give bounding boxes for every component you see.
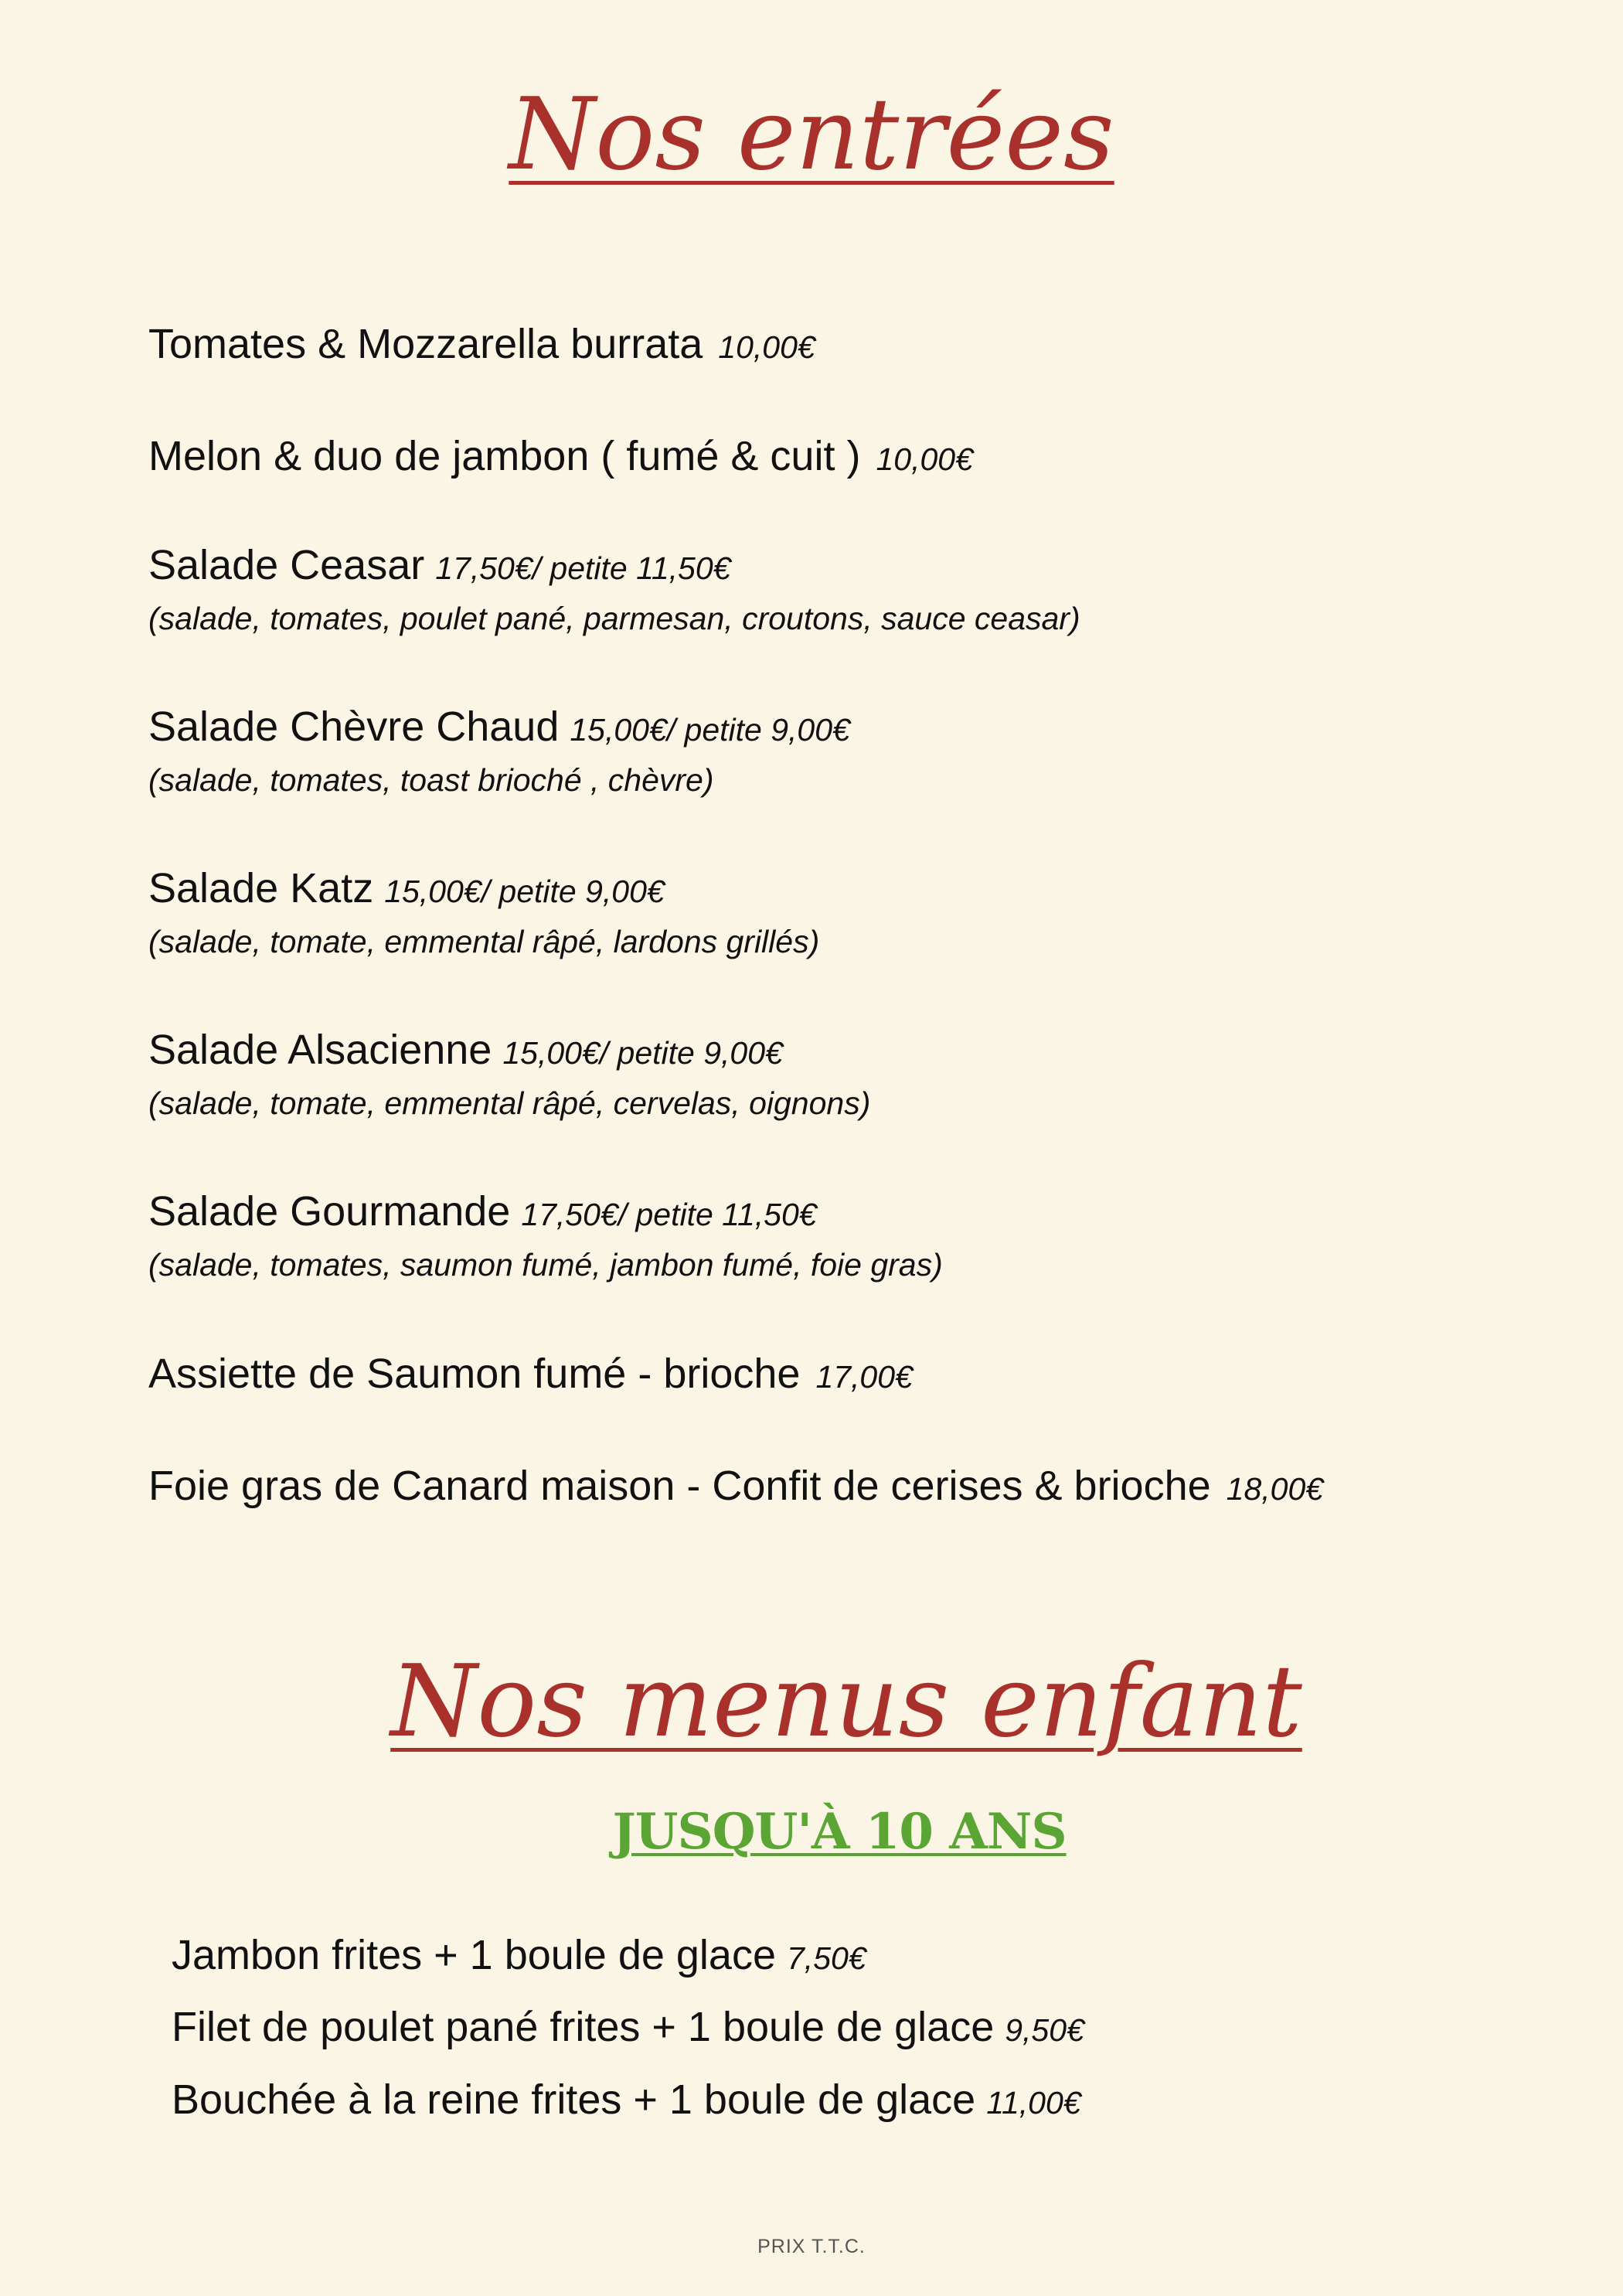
item-price: 7,50€ — [787, 1940, 866, 1976]
item-name: Melon & duo de jambon ( fumé & cuit ) — [148, 433, 861, 479]
item-name: Filet de poulet pané frites + 1 boule de glace — [172, 2004, 995, 2050]
menu-item — [148, 538, 1080, 640]
menu-item — [148, 700, 850, 802]
item-name: Foie gras de Canard maison - Confit de cerises & brioche — [148, 1463, 1211, 1509]
menu-item — [148, 1023, 870, 1125]
item-price: 15,00€/ petite 9,00€ — [502, 1035, 783, 1071]
age-limit-subtitle: JUSQU'À 10 ANS — [612, 1803, 1067, 1861]
item-name: Salade Alsacienne — [148, 1027, 492, 1073]
item-description: (salade, tomate, emmental râpé, lardons grillés) — [148, 924, 820, 959]
item-price: 17,00€ — [815, 1359, 913, 1395]
kids-menu-item — [172, 2073, 1081, 2127]
item-price: 18,00€ — [1226, 1471, 1324, 1507]
item-price: 10,00€ — [718, 329, 815, 365]
item-price: 10,00€ — [876, 441, 973, 477]
item-name: Jambon frites + 1 boule de glace — [172, 1932, 776, 1978]
item-description: (salade, tomates, toast brioché , chèvre) — [148, 762, 714, 798]
item-name: Salade Gourmande — [148, 1188, 511, 1235]
item-price: 15,00€/ petite 9,00€ — [384, 874, 665, 909]
item-name: Bouchée à la reine frites + 1 boule de glace — [172, 2076, 976, 2123]
item-name: Tomates & Mozzarella burrata — [148, 321, 703, 367]
menu-item — [148, 861, 819, 963]
menu-item — [148, 1184, 943, 1286]
item-description: (salade, tomates, poulet pané, parmesan, croutons, sauce ceasar) — [148, 601, 1080, 636]
item-name: Salade Ceasar — [148, 542, 425, 588]
menu-item — [148, 1459, 1323, 1513]
item-name: Assiette de Saumon fumé - brioche — [148, 1351, 801, 1397]
footer-note: PRIX T.T.C. — [757, 2236, 866, 2257]
menu-item — [148, 429, 973, 483]
item-price: 9,50€ — [1005, 2012, 1084, 2048]
kids-menu-item — [172, 1928, 866, 1982]
entrees-title: Nos entrées — [509, 77, 1114, 192]
item-price: 15,00€/ petite 9,00€ — [570, 712, 850, 748]
item-price: 17,50€/ petite 11,50€ — [435, 550, 731, 586]
item-price: 17,50€/ petite 11,50€ — [521, 1197, 817, 1232]
kids-menu-title: Nos menus enfant — [390, 1644, 1302, 1759]
item-name: Salade Katz — [148, 865, 374, 911]
menu-item — [148, 317, 815, 371]
item-price: 11,00€ — [986, 2085, 1081, 2121]
item-name: Salade Chèvre Chaud — [148, 703, 560, 750]
menu-item — [148, 1347, 913, 1401]
item-description: (salade, tomate, emmental râpé, cervelas, oignons) — [148, 1085, 871, 1121]
item-description: (salade, tomates, saumon fumé, jambon fumé, foie gras) — [148, 1247, 943, 1283]
kids-menu-item — [172, 2000, 1084, 2054]
